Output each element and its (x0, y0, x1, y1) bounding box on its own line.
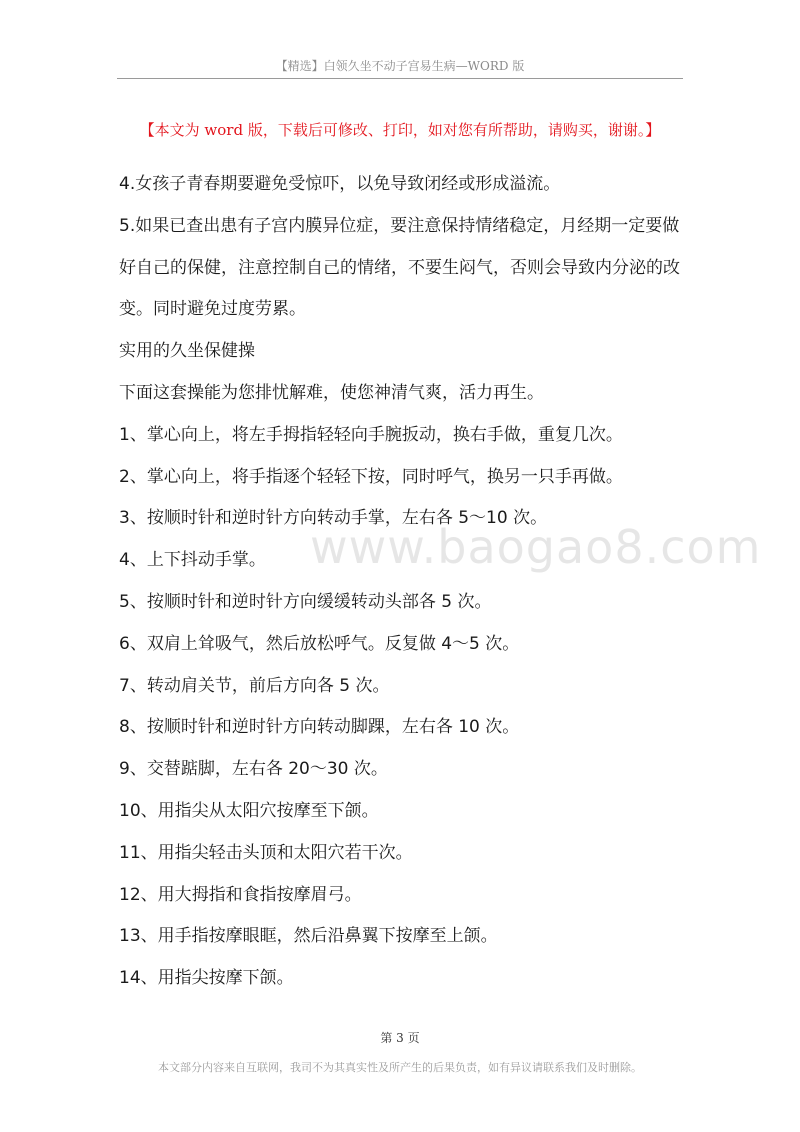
paragraph: 4.女孩子青春期要避免受惊吓，以免导致闭经或形成溢流。 (119, 174, 561, 194)
page-number: 第 3 页 (380, 1031, 420, 1045)
paragraph: 下面这套操能为您排忧解难，使您神清气爽，活力再生。 (119, 382, 544, 403)
list-item: 7、转动肩关节，前后方向各 5 次。 (119, 675, 390, 696)
paragraph: 5.如果已查出患有子宫内膜异位症，要注意保持情绪稳定，月经期一定要做好自己的保健，注意控制自己的情绪，不要生闷气，否则会导致内分泌的改变。同时避免过度劳累。 (119, 215, 680, 320)
page-footer: 本文部分内容来自互联网，我司不为其真实性及所产生的后果负责，如有异议请联系我们及时删除。 (158, 1061, 642, 1074)
list-item: 4、上下抖动手掌。 (119, 550, 266, 571)
list-item: 11、用指尖轻击头顶和太阳穴若干次。 (119, 842, 413, 863)
list-item: 1、掌心向上，将左手拇指轻轻向手腕扳动，换右手做，重复几次。 (119, 424, 623, 445)
list-item: 9、交替踮脚，左右各 20～30 次。 (119, 759, 388, 780)
list-item: 10、用指尖从太阳穴按摩至下颌。 (119, 800, 379, 821)
list-item: 3、按顺时针和逆时针方向转动手掌，左右各 5～10 次。 (119, 508, 548, 529)
list-item: 14、用指尖按摩下颌。 (119, 968, 294, 989)
document-body (119, 164, 685, 1000)
list-item: 2、掌心向上，将手指逐个轻轻下按，同时呼气，换另一只手再做。 (119, 466, 623, 487)
list-item: 12、用大拇指和食指按摩眉弓。 (119, 884, 362, 905)
list-item: 8、按顺时针和逆时针方向转动脚踝，左右各 10 次。 (119, 717, 520, 738)
list-item: 6、双肩上耸吸气，然后放松呼气。反复做 4～5 次。 (119, 633, 520, 654)
header-divider (117, 78, 683, 79)
list-item: 5、按顺时针和逆时针方向缓缓转动头部各 5 次。 (119, 591, 492, 612)
purchase-notice: 【本文为 word 版，下载后可修改、打印，如对您有所帮助，请购买，谢谢。】 (139, 121, 661, 139)
page-header: 【精选】白领久坐不动子宫易生病—WORD 版 (275, 59, 525, 73)
watermark: www.baogao8.com (310, 520, 762, 574)
section-heading: 实用的久坐保健操 (119, 341, 255, 362)
list-item: 13、用手指按摩眼眶，然后沿鼻翼下按摩至上颌。 (119, 926, 498, 947)
